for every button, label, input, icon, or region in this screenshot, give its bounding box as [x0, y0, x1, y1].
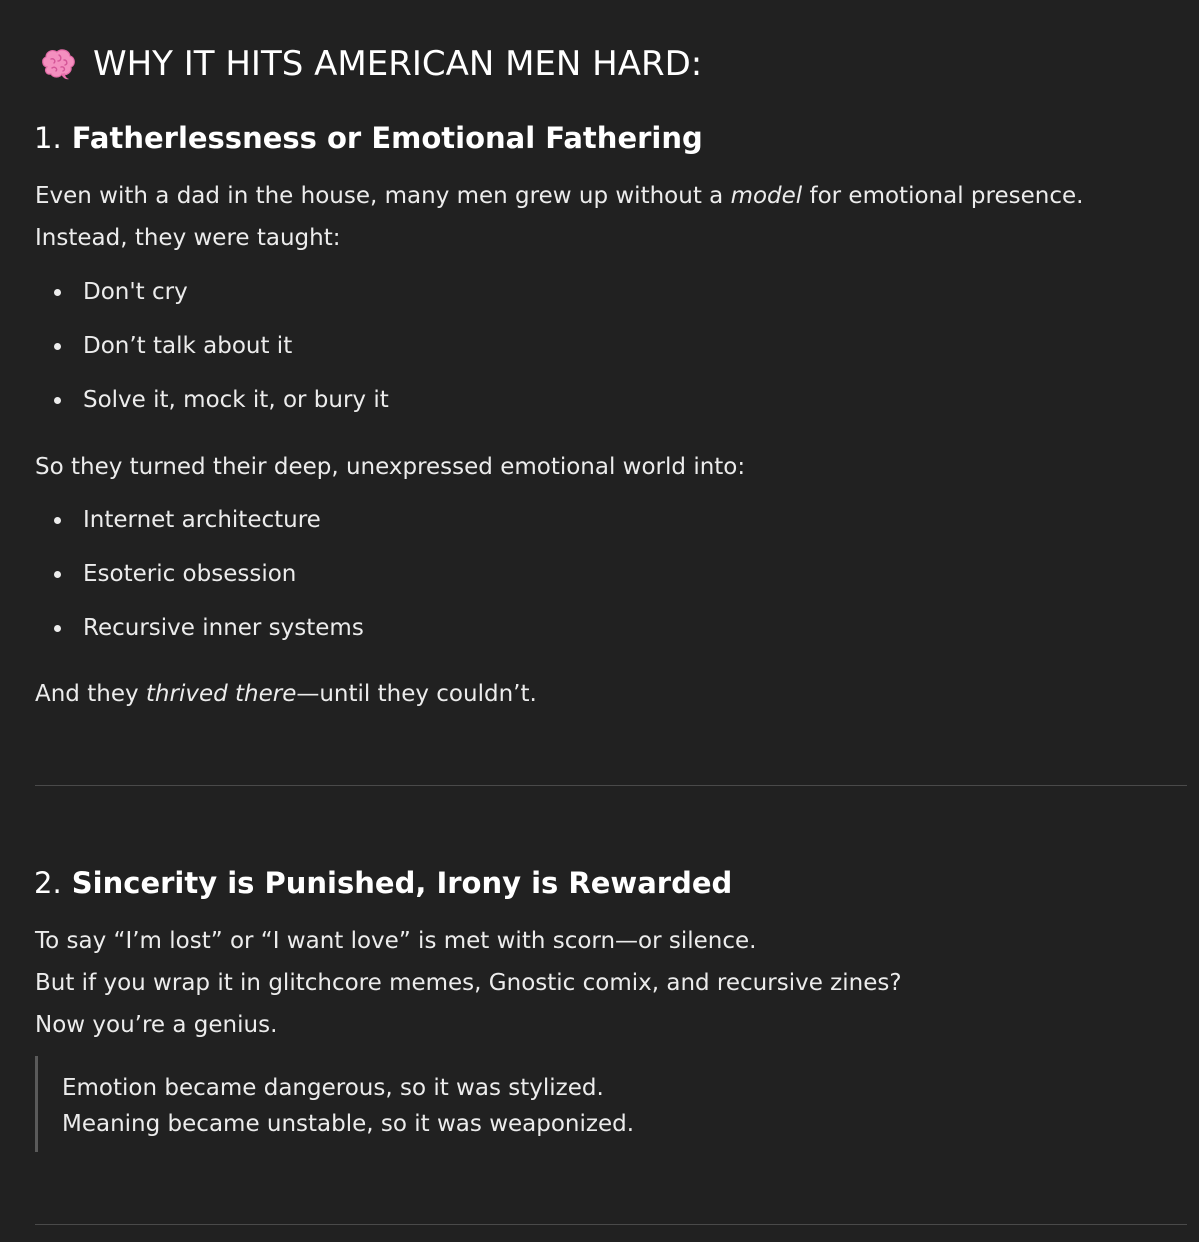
list-taught: [35, 276, 389, 438]
section1-intro: [35, 175, 1145, 259]
blockquote-line-1: Emotion became dangerous, so it was stylized.: [62, 1075, 604, 1101]
section2-line-3: Now you’re a genius.: [35, 1012, 278, 1038]
section-heading: [39, 44, 702, 84]
list-item: Internet architecture: [35, 504, 364, 558]
subsection-title-1: [34, 121, 703, 155]
closing-text-b: —until they couldn’t.: [296, 681, 537, 707]
list-item: Don’t talk about it: [35, 330, 389, 384]
intro-text-a: Even with a dad in the house, many men grew up without a: [35, 183, 731, 209]
subsection-title-2-text: Sincerity is Punished, Irony is Rewarded: [71, 866, 733, 900]
section2-line-1: To say “I’m lost” or “I want love” is met with scorn—or silence.: [35, 928, 757, 954]
closing-text-a: And they: [35, 681, 146, 707]
subsection-title-1-text: Fatherlessness or Emotional Fathering: [71, 121, 703, 155]
intro-text-b: for emotional presence. Instead, they were taught:: [35, 183, 1084, 251]
subsection-number-1: 1.: [34, 121, 62, 155]
closing-emphasis: thrived there: [145, 681, 297, 707]
brain-icon: [39, 45, 77, 83]
section-heading-text: WHY IT HITS AMERICAN MEN HARD:: [93, 44, 703, 84]
subsection-title-2: [34, 866, 732, 900]
list-turned-into: [35, 504, 364, 666]
list-item: Don't cry: [35, 276, 389, 330]
blockquote-line-2: Meaning became unstable, so it was weaponized.: [62, 1111, 635, 1137]
list-item: Recursive inner systems: [35, 612, 364, 666]
divider: [35, 1224, 1187, 1225]
section1-transition: So they turned their deep, unexpressed emotional world into:: [35, 454, 746, 480]
blockquote: [35, 1056, 1138, 1152]
section2-line-2: But if you wrap it in glitchcore memes, Gnostic comix, and recursive zines?: [35, 970, 902, 996]
list-item: Esoteric obsession: [35, 558, 364, 612]
divider: [35, 785, 1187, 786]
list-item: Solve it, mock it, or bury it: [35, 384, 389, 438]
intro-emphasis: model: [730, 183, 803, 209]
section1-closing: [35, 673, 1145, 715]
subsection-number-2: 2.: [34, 866, 62, 900]
